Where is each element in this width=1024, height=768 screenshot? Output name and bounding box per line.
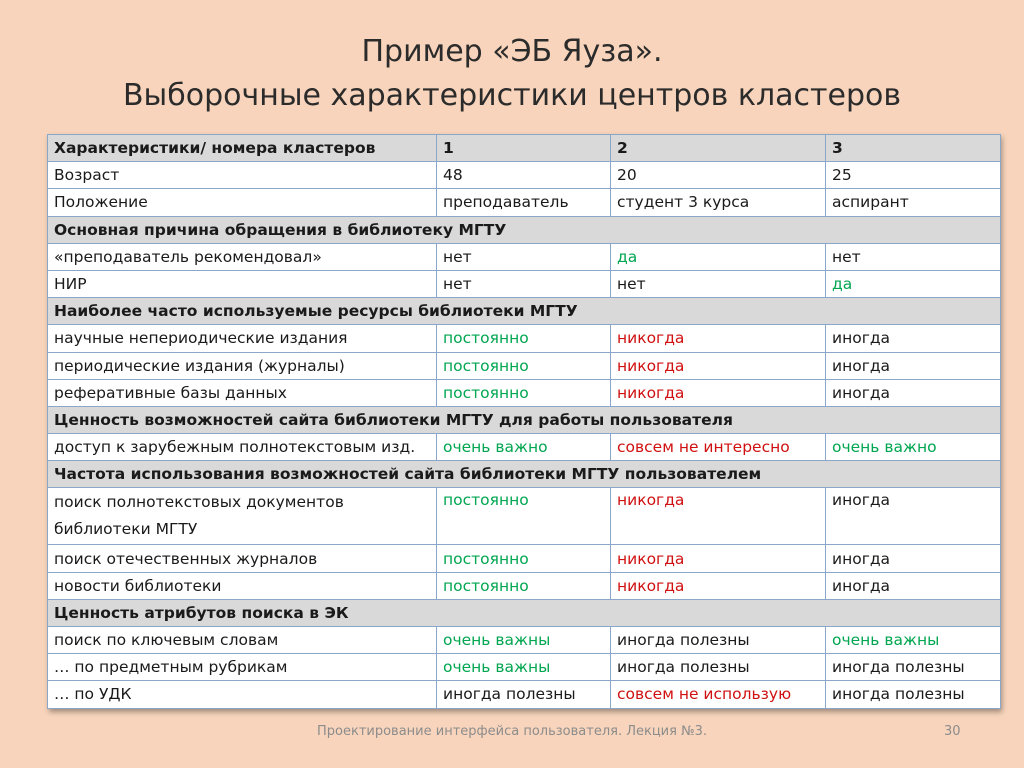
cluster-2-value-cell: нет [611, 270, 826, 297]
cluster-table [47, 134, 1001, 709]
title-line-1: Пример «ЭБ Яуза». [361, 34, 663, 69]
section-header-label: Основная причина обращения в библиотеку МГТУ [48, 216, 1001, 243]
row-label-cell: … по предметным рубрикам [48, 654, 437, 681]
section-header-row [48, 599, 1001, 626]
cluster-1-value-cell: постоянно [437, 352, 611, 379]
row-label-cell: периодические издания (журналы) [48, 352, 437, 379]
section-header-row [48, 298, 1001, 325]
cluster-3-value-cell: иногда [826, 325, 1001, 352]
cluster-2-value-cell: никогда [611, 488, 826, 545]
cluster-2-value-cell: никогда [611, 379, 826, 406]
table-row [48, 545, 1001, 572]
cluster-3-value-cell: 25 [826, 162, 1001, 189]
cluster-3-value-cell: очень важны [826, 627, 1001, 654]
cluster-1-value-cell: очень важны [437, 654, 611, 681]
table-row [48, 681, 1001, 708]
row-label-cell: реферативные базы данных [48, 379, 437, 406]
cluster-1-value-cell: преподаватель [437, 189, 611, 216]
title-line-2: Выборочные характеристики центров кластеров [122, 78, 902, 113]
cluster-3-value-cell: иногда полезны [826, 681, 1001, 708]
section-header-label: Ценность возможностей сайта библиотеки МГТУ для работы пользователя [48, 406, 1001, 433]
table-row [48, 488, 1001, 545]
row-label-cell: Возраст [48, 162, 437, 189]
cluster-1-value-cell: постоянно [437, 545, 611, 572]
cluster-3-value-cell: иногда [826, 379, 1001, 406]
section-header-label: Частота использования возможностей сайта библиотеки МГТУ пользователем [48, 461, 1001, 488]
row-label-cell [48, 488, 437, 545]
row-label-cell: … по УДК [48, 681, 437, 708]
row-label-cell: «преподаватель рекомендовал» [48, 243, 437, 270]
cluster-1-value-cell: очень важны [437, 627, 611, 654]
cluster-2-value-cell: 20 [611, 162, 826, 189]
cluster-1-value-cell: нет [437, 270, 611, 297]
header-cluster-3: 3 [826, 135, 1001, 162]
section-header-row [48, 461, 1001, 488]
cluster-1-value-cell: 48 [437, 162, 611, 189]
table-row [48, 189, 1001, 216]
cluster-2-value-cell: совсем не использую [611, 681, 826, 708]
cluster-2-value-cell: никогда [611, 572, 826, 599]
page-number: 30 [944, 724, 961, 739]
cluster-table-body [48, 135, 1001, 709]
cluster-3-value-cell: нет [826, 243, 1001, 270]
cluster-1-value-cell: нет [437, 243, 611, 270]
cluster-3-value-cell: иногда полезны [826, 654, 1001, 681]
header-characteristics: Характеристики/ номера кластеров [48, 135, 437, 162]
row-label-cell: поиск отечественных журналов [48, 545, 437, 572]
cluster-3-value-cell: иногда [826, 572, 1001, 599]
cluster-table-container [47, 134, 1000, 709]
cluster-1-value-cell: очень важно [437, 434, 611, 461]
cluster-1-value-cell: постоянно [437, 488, 611, 545]
table-row [48, 379, 1001, 406]
header-cluster-1: 1 [437, 135, 611, 162]
cluster-3-value-cell: да [826, 270, 1001, 297]
row-label-cell: научные непериодические издания [48, 325, 437, 352]
slide-footer: Проектирование интерфейса пользователя. Лекция №3. [316, 724, 708, 739]
row-label-text: поиск полнотекстовых документов библиотеки МГТУ [54, 493, 344, 539]
cluster-1-value-cell: иногда полезны [437, 681, 611, 708]
section-header-label: Наиболее часто используемые ресурсы библиотеки МГТУ [48, 298, 1001, 325]
row-label-cell: НИР [48, 270, 437, 297]
section-header-label: Ценность атрибутов поиска в ЭК [48, 599, 1001, 626]
header-cluster-2: 2 [611, 135, 826, 162]
table-row [48, 627, 1001, 654]
section-header-row [48, 406, 1001, 433]
section-header-row [48, 216, 1001, 243]
cluster-3-value-cell: иногда [826, 488, 1001, 545]
cluster-2-value-cell: иногда полезны [611, 627, 826, 654]
table-row [48, 270, 1001, 297]
cluster-2-value-cell: совсем не интересно [611, 434, 826, 461]
cluster-2-value-cell: никогда [611, 545, 826, 572]
cluster-2-value-cell: никогда [611, 352, 826, 379]
row-label-cell: Положение [48, 189, 437, 216]
table-row [48, 352, 1001, 379]
table-row [48, 162, 1001, 189]
cluster-3-value-cell: иногда [826, 545, 1001, 572]
cluster-1-value-cell: постоянно [437, 379, 611, 406]
cluster-3-value-cell: очень важно [826, 434, 1001, 461]
table-row [48, 434, 1001, 461]
cluster-2-value-cell: да [611, 243, 826, 270]
row-label-cell: новости библиотеки [48, 572, 437, 599]
cluster-2-value-cell: студент 3 курса [611, 189, 826, 216]
cluster-1-value-cell: постоянно [437, 572, 611, 599]
table-row [48, 654, 1001, 681]
slide-title [0, 30, 1024, 118]
cluster-1-value-cell: постоянно [437, 325, 611, 352]
table-row [48, 243, 1001, 270]
cluster-3-value-cell: аспирант [826, 189, 1001, 216]
table-row [48, 325, 1001, 352]
row-label-cell: поиск по ключевым словам [48, 627, 437, 654]
cluster-2-value-cell: никогда [611, 325, 826, 352]
cluster-3-value-cell: иногда [826, 352, 1001, 379]
cluster-2-value-cell: иногда полезны [611, 654, 826, 681]
row-label-cell: доступ к зарубежным полнотекстовым изд. [48, 434, 437, 461]
table-row [48, 572, 1001, 599]
table-header-row [48, 135, 1001, 162]
